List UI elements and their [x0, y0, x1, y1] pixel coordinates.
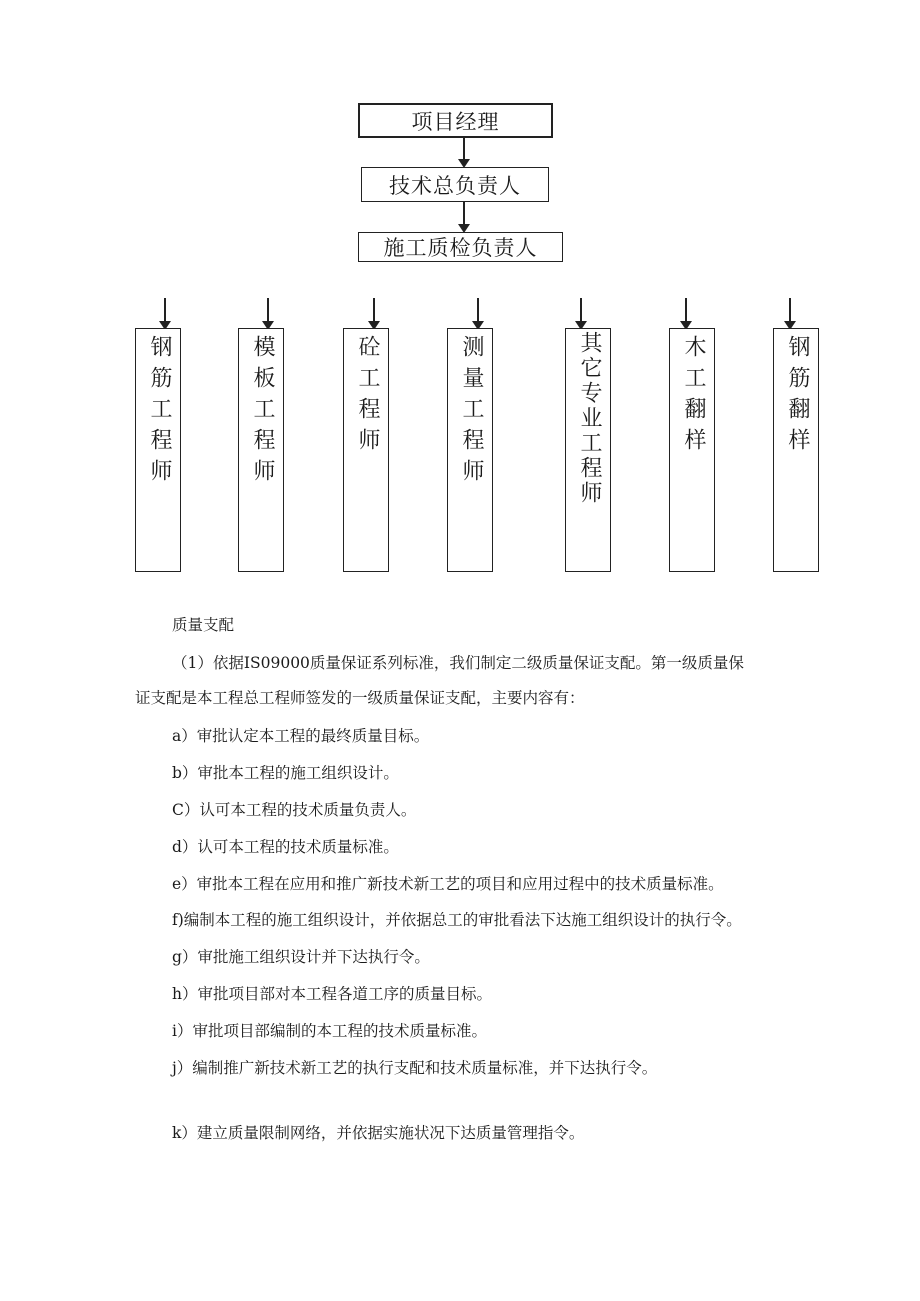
- org-column-carpentry-layout: [669, 328, 715, 572]
- org-column-label: 钢筋工程师: [147, 335, 172, 490]
- arrow-down-icon: [580, 298, 582, 328]
- arrow-down-icon: [477, 298, 479, 328]
- org-column-other-engineer: [565, 328, 611, 572]
- org-column-label: 模板工程师: [250, 335, 275, 490]
- org-column-survey-engineer: [447, 328, 493, 572]
- list-item: a）审批认定本工程的最终质量目标。: [172, 727, 430, 745]
- list-item: f)编制本工程的施工组织设计，并依据总工的审批看法下达施工组织设计的执行令。: [172, 911, 742, 929]
- org-column-label: 钢筋翻样: [785, 335, 810, 459]
- paragraph-line: 证支配是本工程总工程师签发的一级质量保证支配，主要内容有：: [135, 689, 585, 707]
- org-column-formwork-engineer: [238, 328, 284, 572]
- org-column-rebar-engineer: [135, 328, 181, 572]
- list-item: h）审批项目部对本工程各道工序的质量目标。: [172, 985, 492, 1003]
- org-column-label: 测量工程师: [459, 335, 484, 490]
- org-box-quality-inspection-lead: 施工质检负责人: [358, 232, 563, 262]
- arrow-down-icon: [463, 138, 465, 166]
- list-item: e）审批本工程在应用和推广新技术新工艺的项目和应用过程中的技术质量标准。: [172, 875, 724, 893]
- list-item: C）认可本工程的技术质量负责人。: [172, 801, 417, 819]
- list-item: i）审批项目部编制的本工程的技术质量标准。: [172, 1022, 487, 1040]
- arrow-down-icon: [685, 298, 687, 328]
- org-box-technical-lead: 技术总负责人: [361, 167, 549, 202]
- org-column-label: 砼工程师: [355, 335, 380, 459]
- arrow-down-icon: [373, 298, 375, 328]
- org-box-project-manager: 项目经理: [358, 103, 553, 138]
- list-item: k）建立质量限制网络，并依据实施状况下达质量管理指令。: [172, 1124, 585, 1142]
- list-item: d）认可本工程的技术质量标准。: [172, 838, 399, 856]
- list-item: g）审批施工组织设计并下达执行令。: [172, 948, 430, 966]
- org-column-concrete-engineer: [343, 328, 389, 572]
- arrow-down-icon: [789, 298, 791, 328]
- org-chart: [0, 0, 920, 590]
- arrow-down-icon: [463, 202, 465, 231]
- org-column-rebar-layout: [773, 328, 819, 572]
- org-column-label: 其它专业工程师: [577, 331, 602, 506]
- list-item: j）编制推广新技术新工艺的执行支配和技术质量标准，并下达执行令。: [172, 1059, 658, 1077]
- arrow-down-icon: [164, 298, 166, 328]
- section-heading: 质量支配: [172, 616, 235, 634]
- arrow-down-icon: [267, 298, 269, 328]
- list-item: b）审批本工程的施工组织设计。: [172, 764, 399, 782]
- paragraph-line: （1）依据IS09000质量保证系列标准，我们制定二级质量保证支配。第一级质量保: [172, 654, 744, 672]
- org-column-label: 木工翻样: [681, 335, 706, 459]
